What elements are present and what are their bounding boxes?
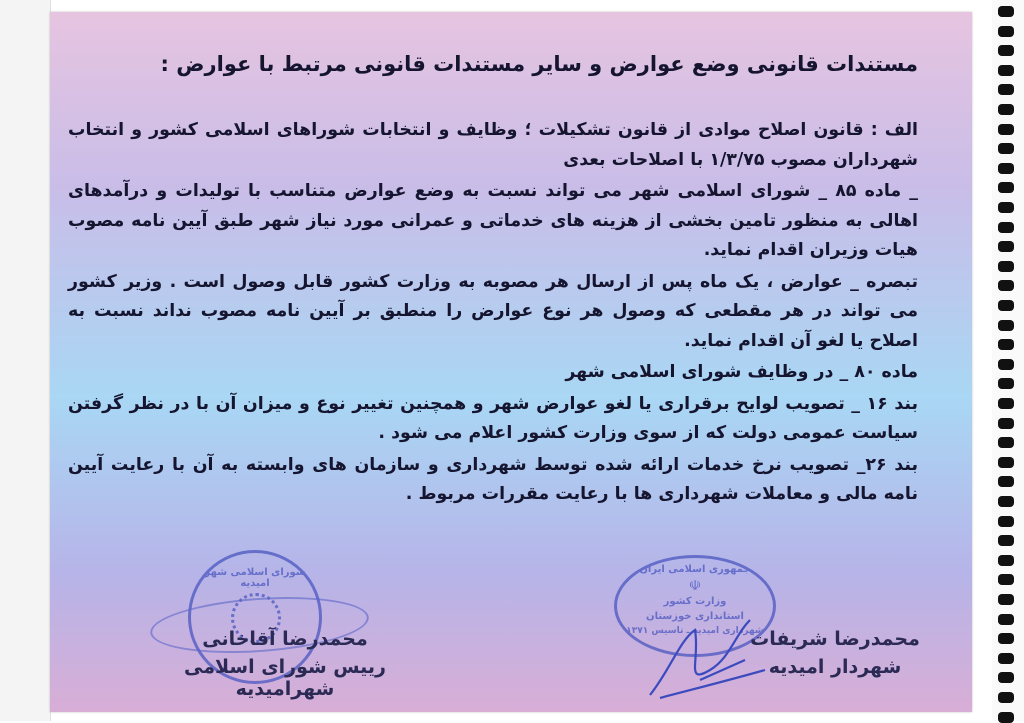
binding-hole: [998, 26, 1014, 37]
binding-hole: [998, 398, 1014, 409]
binding-hole: [998, 339, 1014, 350]
binding-hole: [998, 496, 1014, 507]
binding-hole: [998, 124, 1014, 135]
binding-hole: [998, 535, 1014, 546]
spiral-binding: [992, 0, 1024, 721]
binding-hole: [998, 633, 1014, 644]
mayor-name: محمدرضا شریفات: [750, 628, 920, 650]
binding-hole: [998, 594, 1014, 605]
seal-emblem-glyph: ☫: [688, 578, 702, 594]
council-chair-name: محمدرضا آقاخانی: [202, 628, 368, 650]
binding-hole: [998, 241, 1014, 252]
binding-hole: [998, 261, 1014, 272]
binding-hole: [998, 672, 1014, 683]
mayor-signature-block: [735, 628, 935, 684]
council-chair-role: رییس شورای اسلامی شهرامیدیه: [184, 656, 386, 700]
binding-hole: [998, 104, 1014, 115]
binding-hole: [998, 653, 1014, 664]
binding-hole: [998, 222, 1014, 233]
binding-hole: [998, 84, 1014, 95]
binding-hole: [998, 692, 1014, 703]
scan-left-margin: [0, 0, 51, 721]
document-title: مستندات قانونی وضع عوارض و سایر مستندات قانونی مرتبط با عوارض :: [160, 52, 918, 76]
seal-line-2: وزارت کشور: [663, 596, 727, 607]
binding-hole: [998, 476, 1014, 487]
binding-hole: [998, 202, 1014, 213]
mayor-role: شهردار امیدیه: [768, 656, 902, 678]
paragraph-note: تبصره _ عوارض ، یک ماه پس از ارسال هر مصوبه به وزارت کشور قابل وصول است . وزیر کشور می تواند در هر مقطعی که وصول هر نوع عوارض را منطبق بر آیین نامه مصوب نداند نسبت به اصلاح یا لغو آن اقدام نماید.: [68, 271, 918, 351]
binding-hole: [998, 45, 1014, 56]
binding-hole: [998, 457, 1014, 468]
paragraph-clause-16: بند ۱۶ _ تصویب لوایح برقراری یا لغو عوارض شهر و همچنین تغییر نوع و میزان آن با در نظر گرفتن سیاست عمومی دولت که از سوی وزارت کشور اعلام می شود .: [68, 393, 918, 443]
council-seal-text: شورای اسلامی شهر امیدیه: [204, 567, 306, 589]
binding-hole: [998, 437, 1014, 448]
paragraph-article-85: _ ماده ۸۵ _ شورای اسلامی شهر می تواند نسبت به وضع عوارض متناسب با تولیدات و درآمدهای اهالی به منظور تامین بخشی از هزینه های خدماتی و عمرانی مورد نیاز شهر طبق آیین نامه مصوب هیات وزیران اقدام نماید.: [68, 181, 918, 260]
binding-hole: [998, 300, 1014, 311]
binding-hole: [998, 280, 1014, 291]
binding-hole: [998, 516, 1014, 527]
binding-hole: [998, 182, 1014, 193]
binding-hole: [998, 378, 1014, 389]
binding-hole: [998, 359, 1014, 370]
binding-hole: [998, 614, 1014, 625]
binding-hole: [998, 143, 1014, 154]
seal-line-3: استانداری خوزستان: [646, 611, 744, 622]
paragraph-clause-26: بند ۲۶_ تصویب نرخ خدمات ارائه شده توسط شهرداری و سازمان های وابسته به آن با رعایت آیین نامه مالی و معاملات شهرداری ها با رعایت مقررات مربوط .: [68, 454, 918, 504]
paragraph-article-80: ماده ۸۰ _ در وظایف شورای اسلامی شهر: [565, 362, 918, 382]
seal-line-4: شهرداری امیدیه ـ تاسیس ۱۳۷۱: [626, 626, 764, 636]
paragraph-law-reference: الف : قانون اصلاح موادی از قانون تشکیلات ؛ وظایف و انتخابات شوراهای اسلامی کشور و انتخاب شهرداران مصوب ۱/۳/۷۵ با اصلاحات بعدی: [68, 120, 918, 170]
binding-hole: [998, 418, 1014, 429]
council-signature-block: [140, 628, 430, 706]
binding-hole: [998, 555, 1014, 566]
binding-hole: [998, 320, 1014, 331]
binding-hole: [998, 574, 1014, 585]
binding-hole: [998, 163, 1014, 174]
document-body: [68, 52, 918, 512]
seal-line-1: جمهوری اسلامی ایران: [639, 564, 751, 575]
binding-hole: [998, 6, 1014, 17]
binding-hole: [998, 65, 1014, 76]
